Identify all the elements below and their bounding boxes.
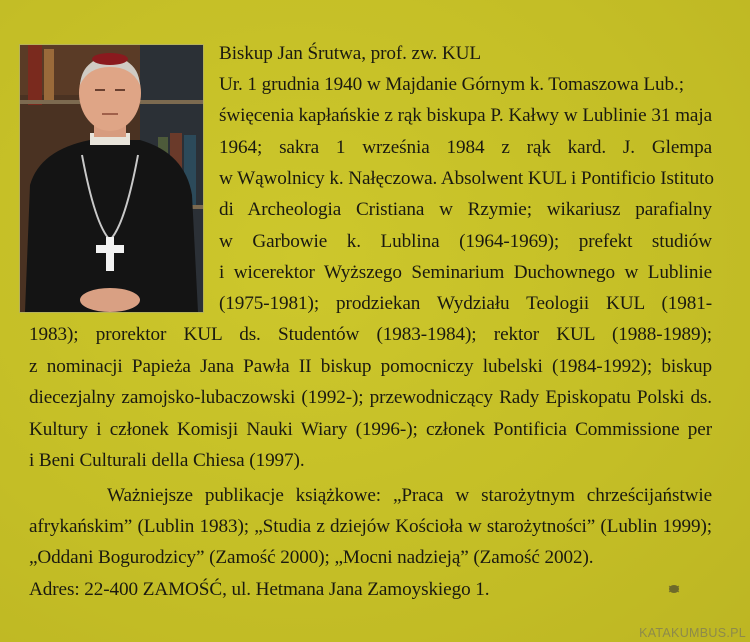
bio-line: di Archeologia Cristiana w Rzymie; wikariusz parafialny — [219, 199, 712, 220]
small-insect-mark — [667, 583, 681, 595]
bio-line: 1964; sakra 1 września 1984 z rąk kard. J. Glempa — [219, 137, 712, 158]
bio-line: w Wąwolnicy k. Nałęczowa. Absolwent KUL i Pontificio Istituto — [219, 168, 714, 189]
bio-line: Ur. 1 grudnia 1940 w Majdanie Górnym k. Tomaszowa Lub.; — [219, 74, 684, 95]
bishop-portrait-photo — [19, 44, 204, 313]
publications-line: „Oddani Bogurodzicy” (Zamość 2000); „Mocni nadzieją” (Zamość 2002). — [29, 547, 594, 568]
bio-line: święcenia kapłańskie z rąk biskupa P. Kałwy w Lublinie 31 maja — [219, 105, 712, 126]
bio-line: z nominacji Papieża Jana Pawła II biskup pomocniczy lubelski (1984-1992); biskup — [29, 356, 712, 377]
bio-line: (1975-1981); prodziekan Wydziału Teologii KUL (1981- — [219, 293, 712, 314]
publications-line: afrykańskim” (Lublin 1983); „Studia z dziejów Kościoła w starożytności” (Lublin 1999); — [29, 516, 712, 537]
publications-line: Ważniejsze publikacje książkowe: „Praca w starożytnym chrześcijaństwie — [107, 485, 712, 506]
bio-line: i Beni Culturali della Chiesa (1997). — [29, 450, 305, 471]
bio-line: diecezjalny zamojsko-lubaczowski (1992-); przewodniczący Rady Episkopatu Polski ds. — [29, 387, 712, 408]
author-heading: Biskup Jan Śrutwa, prof. zw. KUL — [219, 43, 482, 64]
site-watermark: KATAKUMBUS.PL — [639, 626, 746, 640]
bio-line: Kultury i członek Komisji Nauki Wiary (1996-); członek Pontificia Commissione per — [29, 419, 712, 440]
bio-line: 1983); prorektor KUL ds. Studentów (1983-1984); rektor KUL (1988-1989); — [29, 324, 712, 345]
bio-line: i wicerektor Wyższego Seminarium Duchownego w Lublinie — [219, 262, 712, 283]
bio-line: w Garbowie k. Lublina (1964-1969); prefekt studiów — [219, 231, 712, 252]
address-line: Adres: 22-400 ZAMOŚĆ, ul. Hetmana Jana Zamoyskiego 1. — [29, 579, 490, 600]
